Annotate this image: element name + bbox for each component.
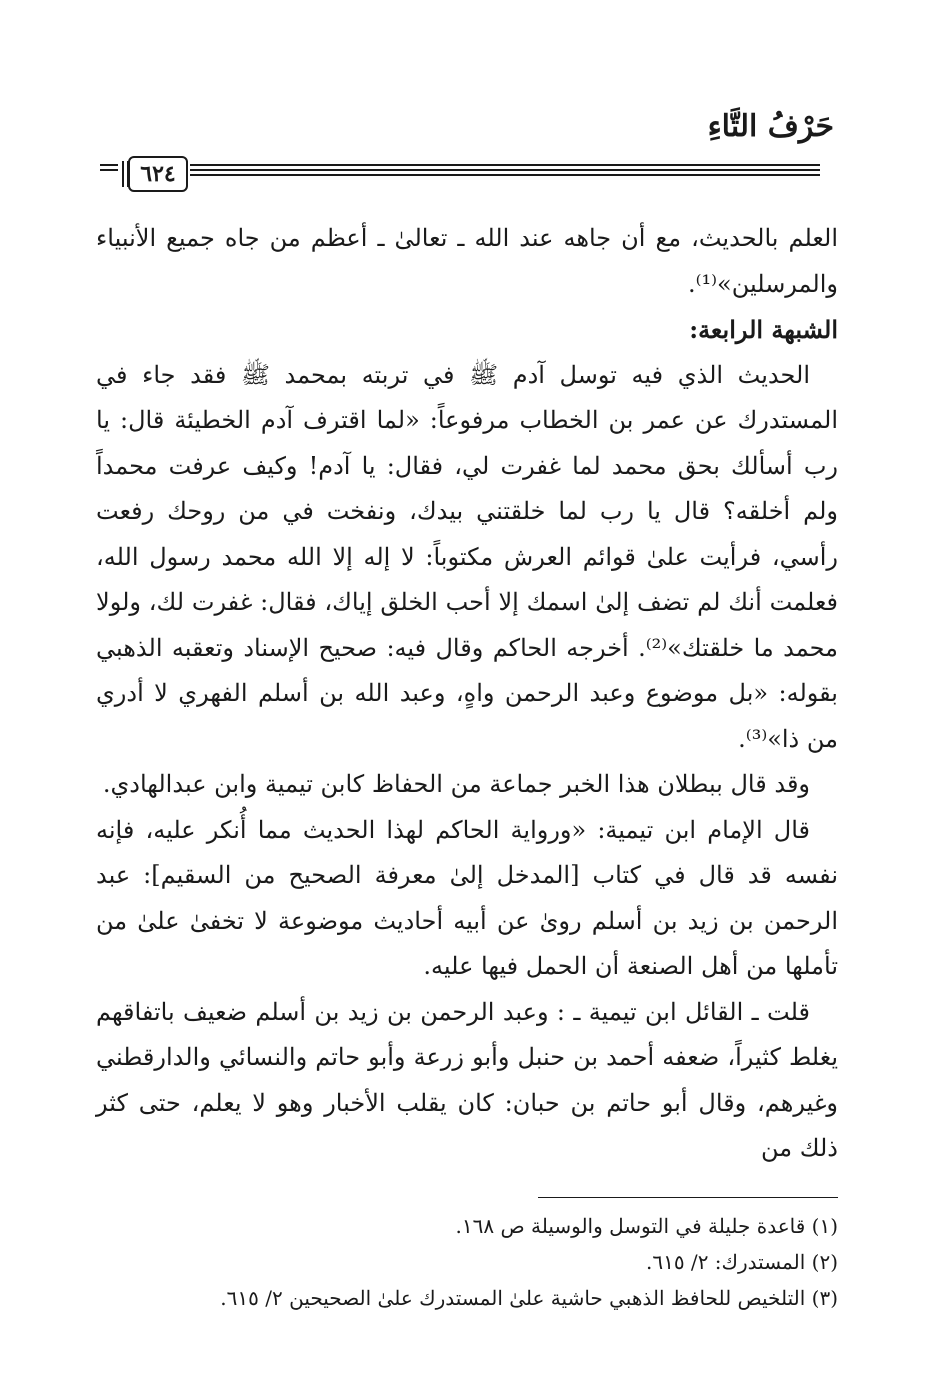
header-rule-line bbox=[190, 164, 820, 166]
header-rule bbox=[100, 156, 840, 196]
footnotes bbox=[96, 1208, 838, 1316]
page-number: ٦٢٤ bbox=[128, 156, 188, 192]
footnote: (١) قاعدة جليلة في التوسل والوسيلة ص ١٦٨. bbox=[455, 1214, 838, 1238]
header-rule-line bbox=[100, 169, 118, 171]
main-text bbox=[96, 216, 838, 1172]
paragraph: قلت ـ القائل ابن تيمية ـ : وعبد الرحمن بن زيد بن أسلم ضعيف باتفاقهم يغلط كثيراً، ضعفه أحمد بن حنبل وأبو زرعة وأبو حاتم والنسائي والدارقطني وغيرهم، وقال أبو حاتم بن حبان: كان يقلب الأخبار وهو لا يعلم، حتى كثر ذلك من bbox=[96, 997, 838, 1162]
paragraph: قال الإمام ابن تيمية: «ورواية الحاكم لهذا الحديث مما أُنكر عليه، فإنه نفسه قد قال في كتاب [المدخل إلىٰ معرفة الصحيح من السقيم]: عبد الرحمن بن زيد بن أسلم روىٰ عن أبيه أحاديث موضوعة لا تخفىٰ علىٰ من تأملها من أهل الصنعة أن الحمل فيها عليه. bbox=[96, 815, 838, 980]
paragraph: العلم بالحديث، مع أن جاهه عند الله ـ تعالىٰ ـ أعظم من جاه جميع الأنبياء والمرسلين»⁽¹⁾. bbox=[96, 224, 838, 298]
footnote: (٢) المستدرك: ٢/ ٦١٥. bbox=[645, 1250, 838, 1274]
header-rule-line bbox=[190, 169, 820, 171]
header-rule-line bbox=[100, 164, 118, 166]
footnote-separator bbox=[538, 1197, 838, 1198]
footnote: (٣) التلخيص للحافظ الذهبي حاشية علىٰ المستدرك علىٰ الصحيحين ٢/ ٦١٥. bbox=[220, 1286, 838, 1310]
paragraph: الحديث الذي فيه توسل آدم ﷺ في تربته بمحمد ﷺ فقد جاء في المستدرك عن عمر بن الخطاب مرفوعاً: «لما اقترف آدم الخطيئة قال: يا رب أسألك بحق محمد لما غفرت لي، فقال: يا آدم! وكيف عرفت محمداً ولم أخلقه؟ قال يا رب لما خلقتني بيدك، ونفخت في من روحك رفعت رأسي، فرأيت علىٰ قوائم العرش مكتوباً: لا إله إلا الله محمد رسول الله، فعلمت أنك لم تضف إلىٰ اسمك إلا أحب الخلق إياك، فقال: غفرت لك، ولولا محمد ما خلقتك»⁽²⁾. أخرجه الحاكم وقال فيه: صحيح الإسناد وتعقبه الذهبي بقوله: «بل موضوع وعبد الرحمن واهٍ، وعبد الله بن أسلم الفهري لا أدري من ذا»⁽³⁾. bbox=[96, 360, 838, 753]
section-heading: الشبهة الرابعة: bbox=[689, 315, 838, 344]
paragraph: وقد قال ببطلان هذا الخبر جماعة من الحفاظ كابن تيمية وابن عبدالهادي. bbox=[102, 770, 810, 798]
header-rule-line bbox=[190, 174, 820, 176]
running-title: حَرْفُ التَّاءِ bbox=[707, 109, 834, 144]
